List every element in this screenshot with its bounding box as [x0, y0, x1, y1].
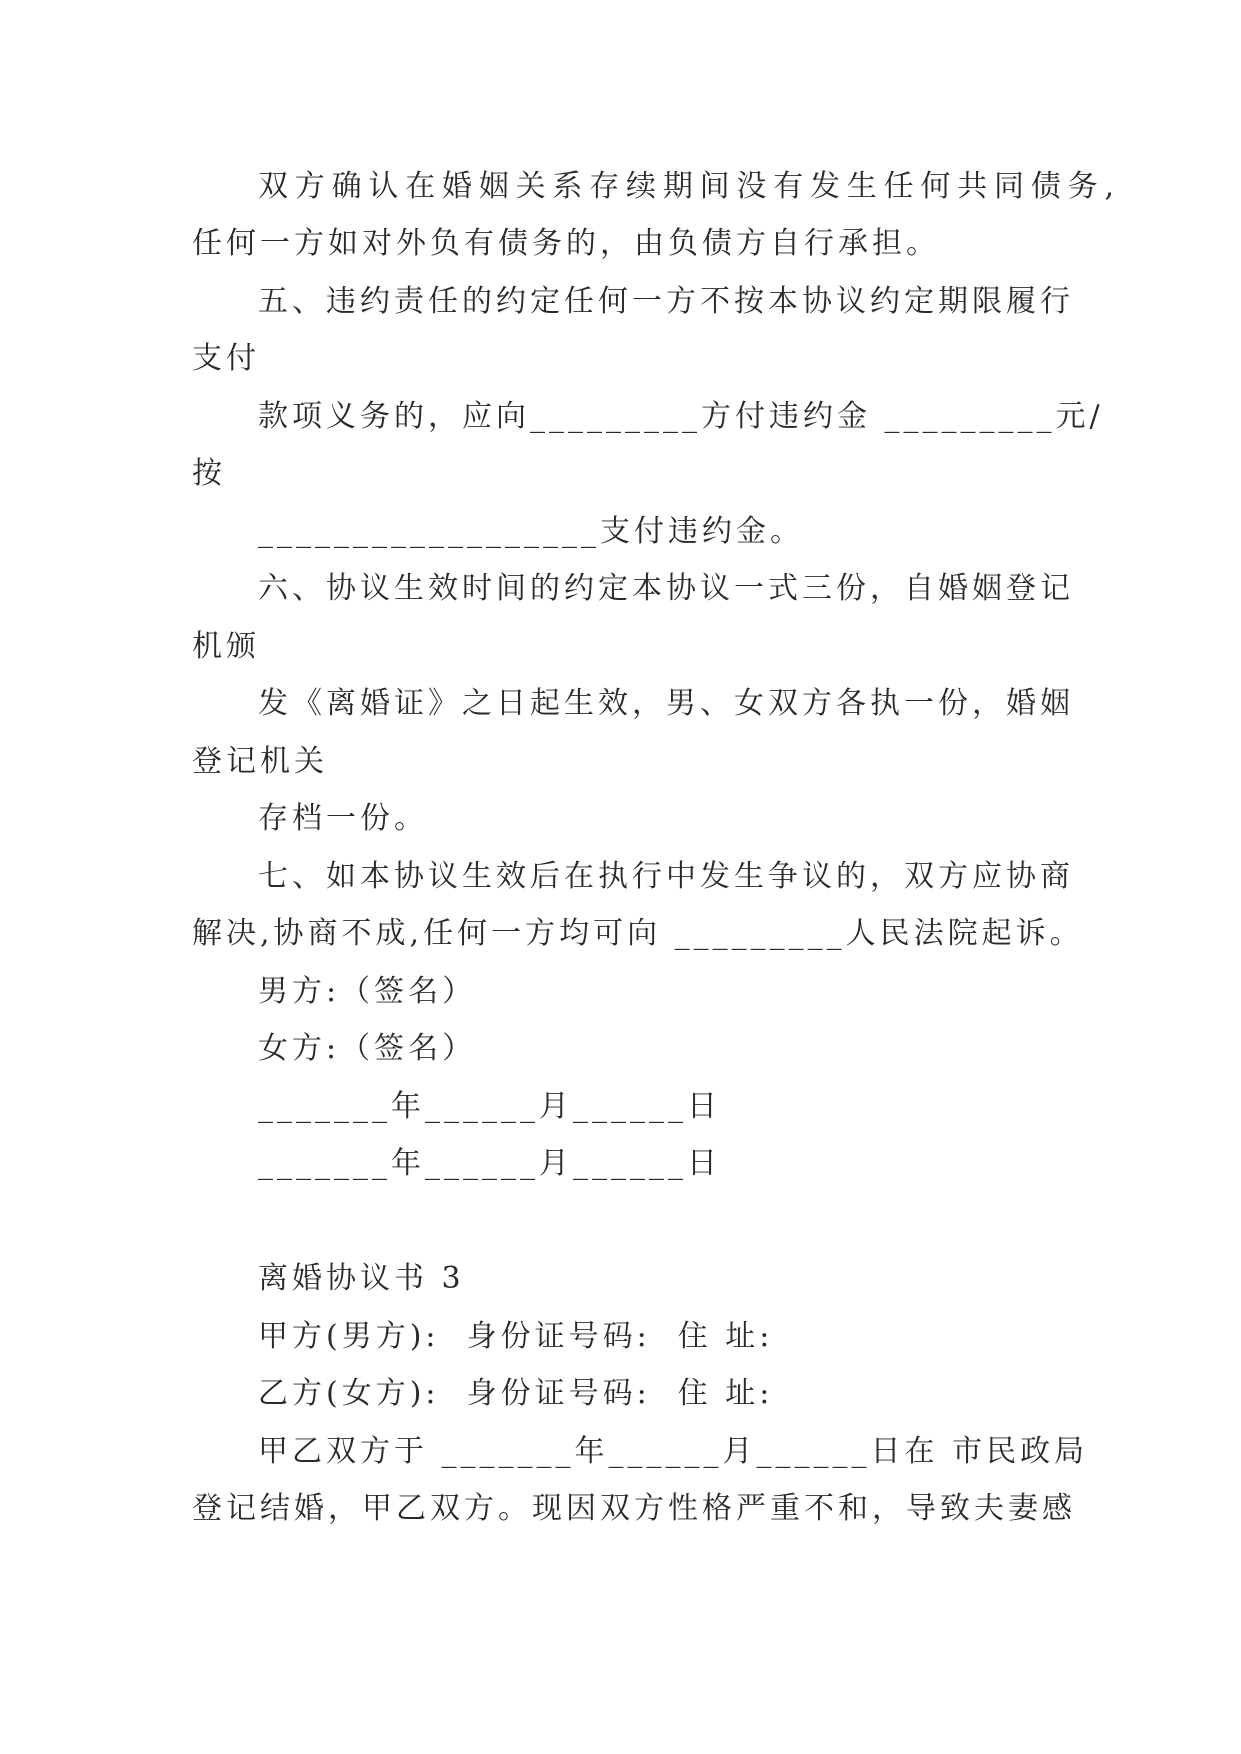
party-b-info: 乙方(女方): 身份证号码: 住 址:: [258, 1376, 774, 1411]
paragraph-line-debt-self: 任何一方如对外负有债务的，由负债方自行承担。: [192, 226, 940, 261]
paragraph-line-debt-confirm: 双方确认在婚姻关系存续期间没有发生任何共同债务,: [258, 169, 1118, 204]
section-seven-heading: 七、如本协议生效后在执行中发生争议的，双方应协商: [258, 859, 1074, 894]
paragraph-line-penalty: 款项义务的，应向_________方付违约金 _________元/: [258, 399, 1104, 434]
paragraph-line-by: 按: [192, 456, 226, 491]
paragraph-line-court: 解决,协商不成,任何一方均可向 _________人民法院起诉。: [192, 916, 1084, 951]
paragraph-line-archive: 存档一份。: [258, 801, 428, 836]
paragraph-line-marriage-date: 甲乙双方于 _______年______月______日在 市民政局: [258, 1434, 1089, 1469]
section-five-heading: 五、违约责任的约定任何一方不按本协议约定期限履行: [258, 284, 1074, 319]
date-line-1: _______年______月______日: [258, 1089, 721, 1124]
section-six-heading: 六、协议生效时间的约定本协议一式三份，自婚姻登记: [258, 571, 1074, 606]
paragraph-line-payment: 支付: [192, 341, 260, 376]
paragraph-line-penalty-pay: __________________支付违约金。: [258, 514, 804, 549]
paragraph-line-registry: 登记机关: [192, 744, 328, 779]
female-signature-line: 女方:（签名）: [258, 1031, 477, 1066]
paragraph-line-issue: 机颁: [192, 629, 260, 664]
paragraph-line-certificate: 发《离婚证》之日起生效，男、女双方各执一份，婚姻: [258, 686, 1074, 721]
agreement-title-3: 离婚协议书 3: [258, 1261, 465, 1296]
party-a-info: 甲方(男方): 身份证号码: 住 址:: [258, 1319, 774, 1354]
date-line-2: _______年______月______日: [258, 1146, 721, 1181]
male-signature-line: 男方:（签名）: [258, 974, 477, 1009]
paragraph-line-marriage-reason: 登记结婚，甲乙双方。现因双方性格严重不和，导致夫妻感: [192, 1491, 1076, 1526]
